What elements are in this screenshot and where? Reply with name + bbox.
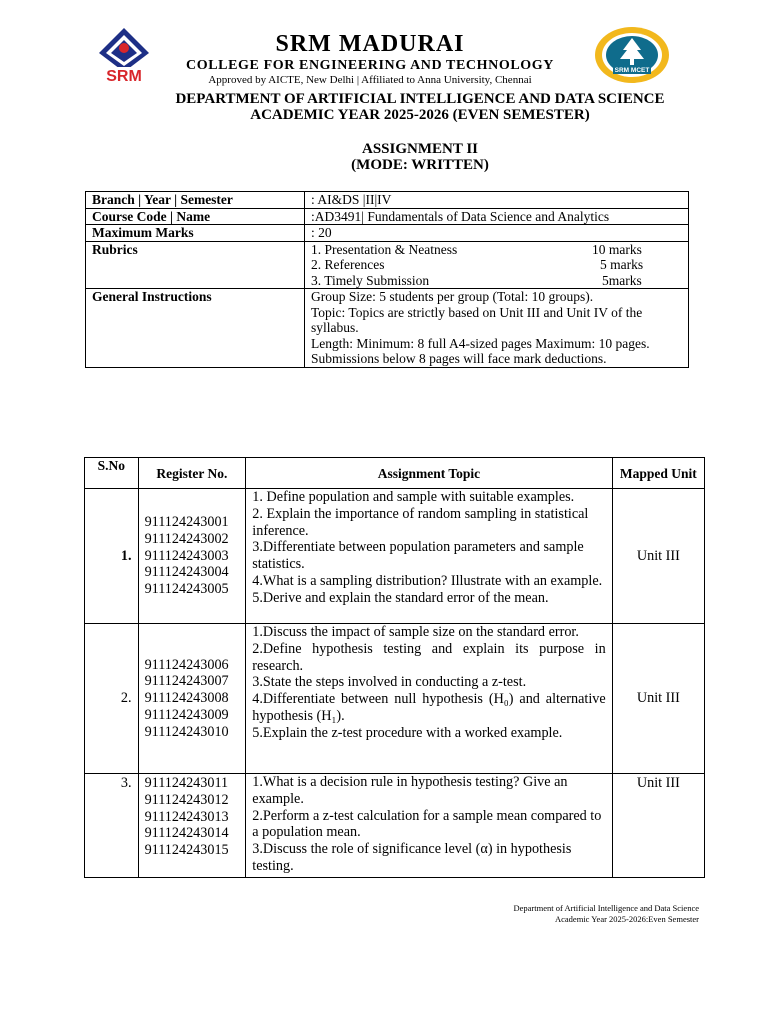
register-number: 911124243002 bbox=[144, 530, 229, 547]
topic-item: 3.Differentiate between population parameters and sample statistics. bbox=[252, 539, 584, 573]
topic-item: 5.Derive and explain the standard error of the mean. bbox=[252, 589, 549, 606]
course-info-table bbox=[85, 191, 689, 368]
marks-label: Maximum Marks bbox=[86, 225, 305, 242]
row-register-list bbox=[138, 624, 246, 774]
register-number: 911124243012 bbox=[144, 791, 229, 808]
row-register-list bbox=[138, 489, 246, 624]
row-sno: 3. bbox=[85, 774, 139, 878]
topic-item: 3.State the steps involved in conducting a z-test. bbox=[252, 674, 527, 691]
college-subtitle: COLLEGE FOR ENGINEERING AND TECHNOLOGY bbox=[186, 58, 554, 73]
register-number: 911124243011 bbox=[144, 775, 229, 791]
register-number: 911124243014 bbox=[144, 825, 229, 842]
register-number: 911124243007 bbox=[144, 673, 229, 690]
instruction-item: Group Size: 5 students per group (Total: 10 groups). bbox=[311, 289, 594, 304]
register-number: 911124243015 bbox=[144, 842, 229, 859]
course-value: :AD3491| Fundamentals of Data Science and Analytics bbox=[305, 208, 689, 225]
header-mapped-unit: Mapped Unit bbox=[612, 458, 704, 489]
register-number: 911124243003 bbox=[144, 547, 229, 564]
row-unit: Unit III bbox=[612, 774, 704, 878]
info-row-instructions bbox=[86, 289, 689, 368]
register-number: 911124243006 bbox=[144, 656, 229, 673]
topic-item: 3.Discuss the role of significance level (α) in hypothesis testing. bbox=[252, 841, 572, 874]
topic-item: 1.What is a decision rule in hypothesis testing? Give an example. bbox=[252, 774, 568, 807]
topic-item: 4.Differentiate between null hypothesis (H₀) and alternative hypothesis (H₁). bbox=[252, 691, 606, 724]
topic-item: 2.Define hypothesis testing and explain its purpose in research. bbox=[252, 640, 606, 674]
marks-value: : 20 bbox=[305, 225, 689, 242]
course-label: Course Code | Name bbox=[86, 208, 305, 225]
page-footer bbox=[513, 903, 699, 925]
table-header-row bbox=[85, 458, 705, 489]
instruction-item: Length: Minimum: 8 full A4-sized pages Maximum: 10 pages. Submissions below 8 pages will face mark deductions. bbox=[311, 335, 650, 366]
row-register-list bbox=[138, 774, 246, 878]
table-row bbox=[85, 489, 705, 624]
svg-text:SRM MCET: SRM MCET bbox=[614, 67, 650, 74]
svg-text:SRM: SRM bbox=[106, 68, 142, 84]
info-row-rubrics bbox=[86, 241, 689, 289]
row-unit: Unit III bbox=[612, 489, 704, 624]
branch-label: Branch | Year | Semester bbox=[86, 192, 305, 209]
row-topics bbox=[246, 489, 612, 624]
assignment-table bbox=[84, 457, 705, 878]
register-number: 911124243004 bbox=[144, 564, 229, 581]
academic-year-heading: ACADEMIC YEAR 2025-2026 (EVEN SEMESTER) bbox=[250, 107, 590, 123]
assignment-title: ASSIGNMENT II bbox=[361, 141, 478, 157]
footer-academic-year: Academic Year 2025-2026:Even Semester bbox=[555, 914, 699, 924]
info-row-course bbox=[86, 208, 689, 225]
register-number: 911124243009 bbox=[144, 706, 229, 723]
instructions-list bbox=[305, 289, 689, 368]
srm-logo bbox=[93, 26, 155, 84]
table-row bbox=[85, 774, 705, 878]
instruction-item: Topic: Topics are strictly based on Unit III and Unit IV of the syllabus. bbox=[311, 304, 643, 335]
approval-line: Approved by AICTE, New Delhi | Affiliated to Anna University, Chennai bbox=[208, 74, 532, 86]
rubrics-label: Rubrics bbox=[86, 241, 305, 289]
branch-value: : AI&DS |II|IV bbox=[305, 192, 689, 209]
rubric-item: 1. Presentation & Neatness 10 marks bbox=[311, 241, 642, 257]
register-number: 911124243008 bbox=[144, 690, 229, 707]
footer-department: Department of Artificial Intelligence and Data Science bbox=[513, 903, 699, 913]
college-name-block bbox=[170, 30, 570, 87]
college-name: SRM MADURAI bbox=[275, 31, 465, 57]
rubrics-list bbox=[305, 241, 689, 289]
topic-item: 5.Explain the z-test procedure with a worked example. bbox=[252, 724, 563, 741]
topic-item: 2. Explain the importance of random sampling in statistical inference. bbox=[252, 505, 589, 539]
row-topics bbox=[246, 624, 612, 774]
topic-item: 1. Define population and sample with suitable examples. bbox=[252, 489, 575, 505]
register-number: 911124243013 bbox=[144, 808, 229, 825]
row-topics bbox=[246, 774, 612, 878]
register-number: 911124243005 bbox=[144, 581, 229, 598]
assignment-mode: (MODE: WRITTEN) bbox=[351, 157, 489, 173]
topic-item: 1.Discuss the impact of sample size on the standard error. bbox=[252, 624, 579, 640]
srm-mcet-logo bbox=[593, 26, 671, 84]
topic-item: 2.Perform a z-test calculation for a sample mean compared to a population mean. bbox=[252, 807, 602, 841]
row-sno: 2. bbox=[85, 624, 139, 774]
rubric-item: 3. Timely Submission 5marks bbox=[311, 272, 642, 288]
rubric-item: 2. References 5 marks bbox=[311, 257, 644, 272]
row-unit: Unit III bbox=[612, 624, 704, 774]
info-row-branch bbox=[86, 192, 689, 209]
department-heading: DEPARTMENT OF ARTIFICIAL INTELLIGENCE AND DATA SCIENCE bbox=[175, 91, 665, 107]
header-sno: S.No bbox=[85, 458, 139, 489]
register-number: 911124243010 bbox=[144, 723, 229, 740]
row-sno: 1. bbox=[85, 489, 139, 624]
table-row bbox=[85, 624, 705, 774]
topic-item: 4.What is a sampling distribution? Illustrate with an example. bbox=[252, 572, 603, 589]
register-number: 911124243001 bbox=[144, 514, 229, 530]
header-topic: Assignment Topic bbox=[246, 458, 612, 489]
instructions-label: General Instructions bbox=[86, 289, 305, 368]
info-row-marks bbox=[86, 225, 689, 242]
header-register-no: Register No. bbox=[138, 458, 246, 489]
